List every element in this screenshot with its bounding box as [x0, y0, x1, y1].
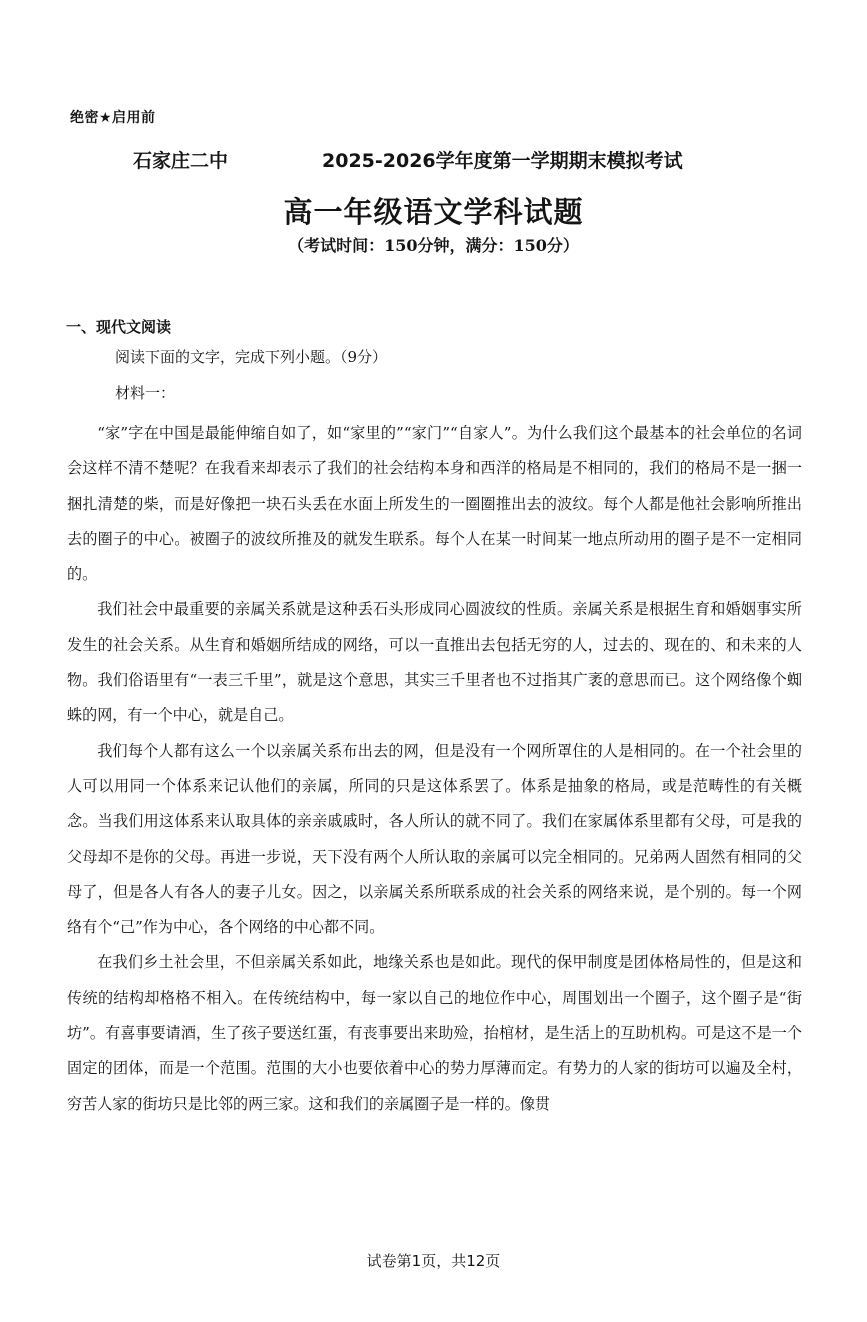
- passage-paragraph: 我们社会中最重要的亲属关系就是这种丢石头形成同心圆波纹的性质。亲属关系是根据生育和婚姻事实所发生的社会关系。从生育和婚姻所结成的网络，可以一直推出去包括无穷的人，过去的、现在的、和未来的人物。我们俗语里有“一表三千里”，就是这个意思，其实三千里者也不过指其广袤的意思而已。这个网络像个蜘蛛的网，有一个中心，就是自己。: [67, 600, 802, 725]
- page-number: 试卷第1页，共12页: [366, 1252, 501, 1270]
- exam-duration-info: （考试时间：150分钟，满分：150分）: [288, 236, 579, 255]
- page-title: 高一年级语文学科试题: [283, 195, 584, 229]
- school-name: 石家庄二中: [133, 150, 229, 172]
- material-label: 材料一：: [115, 384, 176, 402]
- reading-passage: [67, 416, 802, 1122]
- passage-paragraph: “家”字在中国是最能伸缩自如了，如“家里的”“家门”“自家人”。为什么我们这个最基本的社会单位的名词会这样不清不楚呢？在我看来却表示了我们的社会结构本身和西洋的格局是不相同的，我们的格局不是一捆一捆扎清楚的柴，而是好像把一块石头丢在水面上所发生的一圈圈推出去的波纹。每个人都是他社会影响所推出去的圈子的中心。被圈子的波纹所推及的就发生联系。每个人在某一时间某一地点所动用的圈子是不一定相同的。: [67, 424, 802, 584]
- exam-name: 2025-2026学年度第一学期期末模拟考试: [322, 150, 683, 172]
- passage-paragraph: 在我们乡土社会里，不但亲属关系如此，地缘关系也是如此。现代的保甲制度是团体格局性的，但是这和传统的结构却格格不相入。在传统结构中，每一家以自己的地位作中心，周围划出一个圈子，这个圈子是“街坊”。有喜事要请酒，生了孩子要送红蛋，有丧事要出来助殓，抬棺材，是生活上的互助机构。可是这不是一个固定的团体，而是一个范围。范围的大小也要依着中心的势力厚薄而定。有势力的人家的街坊可以遍及全村，穷苦人家的街坊只是比邻的两三家。这和我们的亲属圈子是一样的。像贯: [67, 953, 802, 1113]
- confidential-label: 绝密★启用前: [70, 110, 156, 126]
- section-heading: 一、现代文阅读: [66, 318, 172, 336]
- reading-instruction: 阅读下面的文字，完成下列小题。（9分）: [115, 348, 388, 366]
- passage-paragraph: 我们每个人都有这么一个以亲属关系布出去的网，但是没有一个网所罩住的人是相同的。在一个社会里的人可以用同一个体系来记认他们的亲属，所同的只是这体系罢了。体系是抽象的格局，或是范畴性的有关概念。当我们用这体系来认取具体的亲亲戚戚时，各人所认的就不同了。我们在家属体系里都有父母，可是我的父母却不是你的父母。再进一步说，天下没有两个人所认取的亲属可以完全相同的。兄弟两人固然有相同的父母了，但是各人有各人的妻子儿女。因之，以亲属关系所联系成的社会关系的网络来说，是个别的。每一个网络有个“己”作为中心，各个网络的中心都不同。: [67, 741, 802, 937]
